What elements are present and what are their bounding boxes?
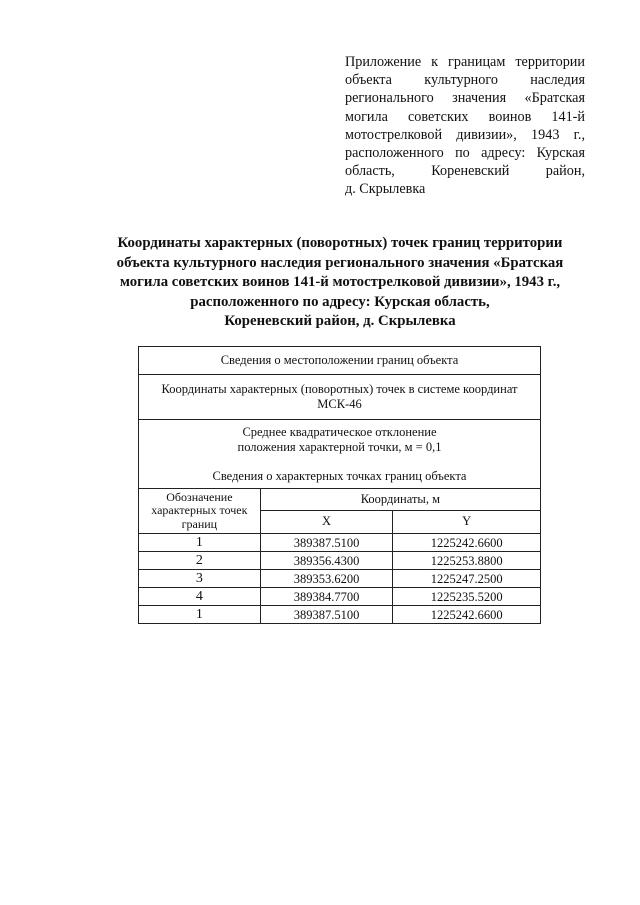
appendix-line: область, Кореневский район, xyxy=(345,163,585,180)
table-row xyxy=(139,606,541,624)
point-id: 3 xyxy=(139,570,261,588)
document-title xyxy=(100,234,580,332)
point-x: 389384.7700 xyxy=(260,588,393,606)
accuracy-line: Среднее квадратическое отклонение xyxy=(242,424,437,439)
title-line: объекта культурного наследия регионального значения «Братская xyxy=(116,254,564,271)
title-line: могила советских воинов 141-й мотострелковой дивизии», 1943 г., xyxy=(119,274,561,291)
appendix-line: могила советских воинов 141-й xyxy=(345,108,585,125)
column-header-row xyxy=(139,489,541,511)
coordinates-header: Координаты, м xyxy=(260,489,540,511)
title-line: Кореневский район, д. Скрылевка xyxy=(224,313,456,330)
accuracy-value: положения характерной точки, м = 0,1 xyxy=(237,439,442,454)
appendix-line: расположенного по адресу: Курская xyxy=(345,145,585,162)
point-y: 1225235.5200 xyxy=(393,588,541,606)
table-header: Сведения о местоположении границ объекта xyxy=(139,347,541,375)
designation-header xyxy=(139,489,261,534)
x-header: X xyxy=(260,510,393,533)
appendix-line: мотострелковой дивизии», 1943 г., xyxy=(345,126,585,143)
table-row xyxy=(139,570,541,588)
title-line: расположенного по адресу: Курская область, xyxy=(190,293,490,310)
point-y: 1225253.8800 xyxy=(393,552,541,570)
appendix-line: объекта культурного наследия xyxy=(345,72,585,89)
designation-header-line: границ xyxy=(181,516,218,531)
appendix-line: д. Скрылевка xyxy=(345,181,426,198)
table-header-row xyxy=(139,347,541,375)
coord-system-name: МСК-46 xyxy=(317,397,362,411)
point-id: 1 xyxy=(139,534,261,552)
table-row xyxy=(139,552,541,570)
designation-header-line: Обозначение xyxy=(166,489,233,504)
appendix-line: Приложение к границам территории xyxy=(345,54,585,70)
accuracy-cell xyxy=(139,420,541,489)
points-info: Сведения о характерных точках границ объекта xyxy=(212,468,467,483)
coordinates-table xyxy=(138,346,541,624)
point-y: 1225247.2500 xyxy=(393,570,541,588)
table-row xyxy=(139,534,541,552)
point-x: 389387.5100 xyxy=(260,534,393,552)
appendix-line: регионального значения «Братская xyxy=(345,90,585,107)
coord-system-row xyxy=(139,375,541,420)
appendix-note xyxy=(345,53,585,199)
table-row xyxy=(139,588,541,606)
coord-system-cell xyxy=(139,375,541,420)
point-x: 389356.4300 xyxy=(260,552,393,570)
coord-system-line: Координаты характерных (поворотных) точек в системе координат xyxy=(161,382,518,396)
y-header: Y xyxy=(393,510,541,533)
point-y: 1225242.6600 xyxy=(393,606,541,624)
point-id: 1 xyxy=(139,606,261,624)
point-id: 4 xyxy=(139,588,261,606)
point-id: 2 xyxy=(139,552,261,570)
designation-header-line: характерных точек xyxy=(151,503,248,518)
title-line: Координаты характерных (поворотных) точек границ территории xyxy=(117,235,563,251)
accuracy-row xyxy=(139,420,541,489)
point-x: 389387.5100 xyxy=(260,606,393,624)
point-y: 1225242.6600 xyxy=(393,534,541,552)
point-x: 389353.6200 xyxy=(260,570,393,588)
